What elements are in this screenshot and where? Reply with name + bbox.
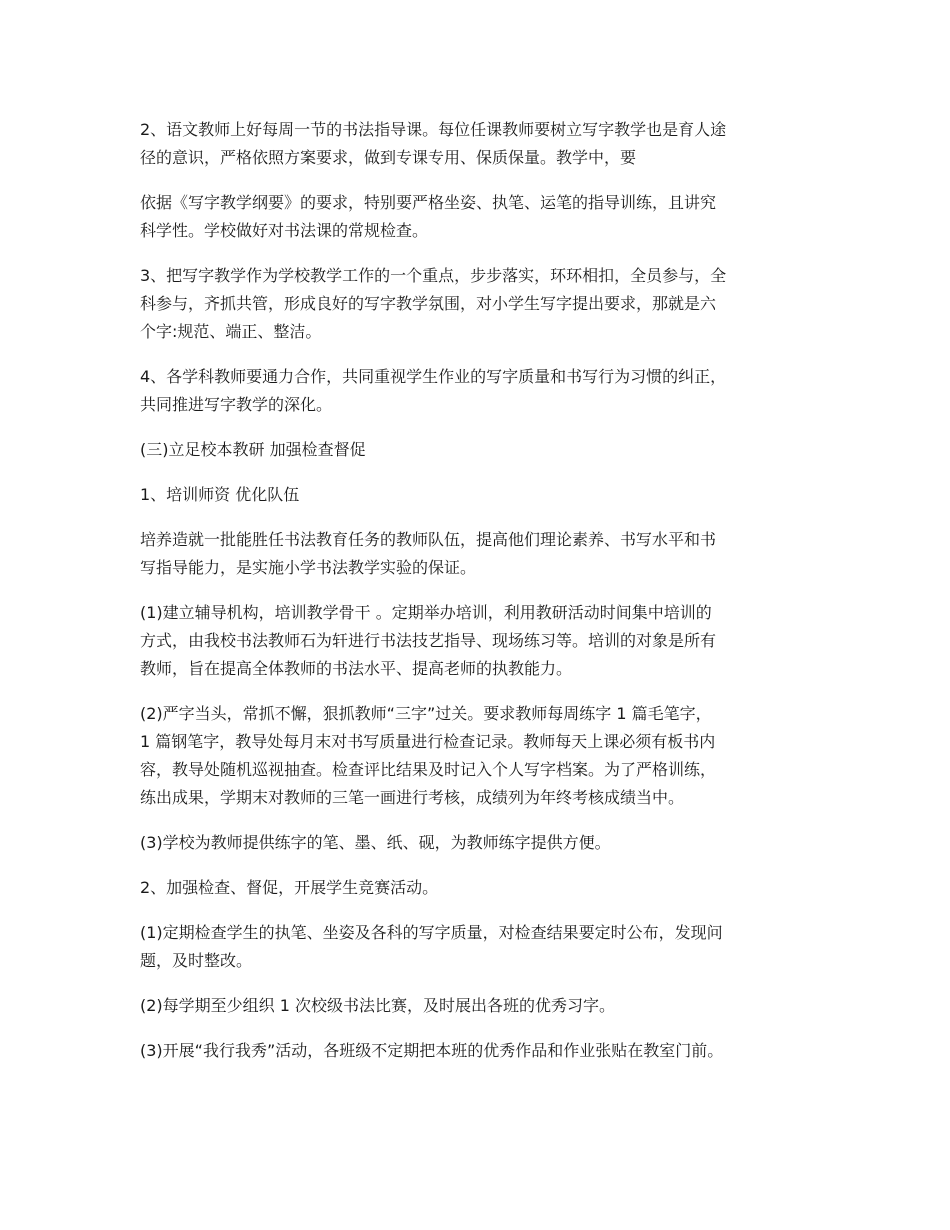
text-line: (2)严字当头，常抓不懈，狠抓教师“三字”过关。要求教师每周练字 1 篇毛笔字， bbox=[140, 704, 712, 723]
text-line: 1 篇钢笔字，教导处每月末对书写质量进行检查记录。教师每天上课必须有板书内 bbox=[140, 732, 716, 751]
text-line: 容，教导处随机巡视抽查。检查评比结果及时记入个人写字档案。为了严格训练， bbox=[140, 760, 717, 779]
text-line: 方式，由我校书法教师石为轩进行书法技艺指导、现场练习等。培训的对象是所有 bbox=[140, 631, 717, 650]
text-line: (3)开展“我行我秀”活动，各班级不定期把本班的优秀作品和作业张贴在教室门前。 bbox=[140, 1041, 724, 1060]
text-line: 写指导能力，是实施小学书法教学实验的保证。 bbox=[140, 558, 477, 577]
text-line: 培养造就一批能胜任书法教育任务的教师队伍，提高他们理论素养、书写水平和书 bbox=[140, 530, 717, 549]
paragraph bbox=[140, 436, 830, 464]
text-line: 练出成果，学期末对教师的三笔一画进行考核，成绩列为年终考核成绩当中。 bbox=[140, 788, 685, 807]
text-line: 3、把写字教学作为学校教学工作的一个重点，步步落实，环环相扣，全员参与，全 bbox=[140, 266, 727, 285]
paragraph bbox=[140, 116, 830, 172]
text-line: 科学性。学校做好对书法课的常规检查。 bbox=[140, 221, 429, 240]
paragraph bbox=[140, 526, 830, 582]
paragraph bbox=[140, 481, 830, 509]
text-line: (3)学校为教师提供练字的笔、墨、纸、砚，为教师练字提供方便。 bbox=[140, 833, 611, 852]
text-line: 教师，旨在提高全体教师的书法水平、提高老师的执教能力。 bbox=[140, 659, 573, 678]
text-line: 题，及时整改。 bbox=[140, 951, 253, 970]
paragraph bbox=[140, 1037, 830, 1065]
text-line: 径的意识，严格依照方案要求，做到专课专用、保质保量。教学中，要 bbox=[140, 148, 637, 167]
paragraph bbox=[140, 262, 830, 346]
text-line: (1)定期检查学生的执笔、坐姿及各科的写字质量，对检查结果要定时公布，发现问 bbox=[140, 923, 723, 942]
text-line: (2)每学期至少组织 1 次校级书法比赛，及时展出各班的优秀习字。 bbox=[140, 996, 616, 1015]
text-line: 个字:规范、端正、整洁。 bbox=[140, 322, 322, 341]
text-line: 依据《写字教学纲要》的要求，特别要严格坐姿、执笔、运笔的指导训练，且讲究 bbox=[140, 193, 717, 212]
paragraph bbox=[140, 700, 830, 812]
text-line: (三)立足校本教研 加强检查督促 bbox=[140, 440, 366, 459]
text-line: 2、加强检查、督促，开展学生竞赛活动。 bbox=[140, 878, 439, 897]
paragraph bbox=[140, 874, 830, 902]
text-line: 1、培训师资 优化队伍 bbox=[140, 485, 300, 504]
paragraph bbox=[140, 919, 830, 975]
paragraph bbox=[140, 189, 830, 245]
document-body bbox=[140, 116, 830, 1082]
text-line: 科参与，齐抓共管，形成良好的写字教学氛围，对小学生写字提出要求，那就是六 bbox=[140, 294, 717, 313]
paragraph bbox=[140, 599, 830, 683]
paragraph bbox=[140, 829, 830, 857]
text-line: 2、语文教师上好每周一节的书法指导课。每位任课教师要树立写字教学也是育人途 bbox=[140, 120, 727, 139]
text-line: 4、各学科教师要通力合作，共同重视学生作业的写字质量和书写行为习惯的纠正， bbox=[140, 367, 727, 386]
text-line: (1)建立辅导机构，培训教学骨干 。定期举办培训，利用教研活动时间集中培训的 bbox=[140, 603, 712, 622]
text-line: 共同推进写字教学的深化。 bbox=[140, 395, 333, 414]
paragraph bbox=[140, 363, 830, 419]
paragraph bbox=[140, 992, 830, 1020]
